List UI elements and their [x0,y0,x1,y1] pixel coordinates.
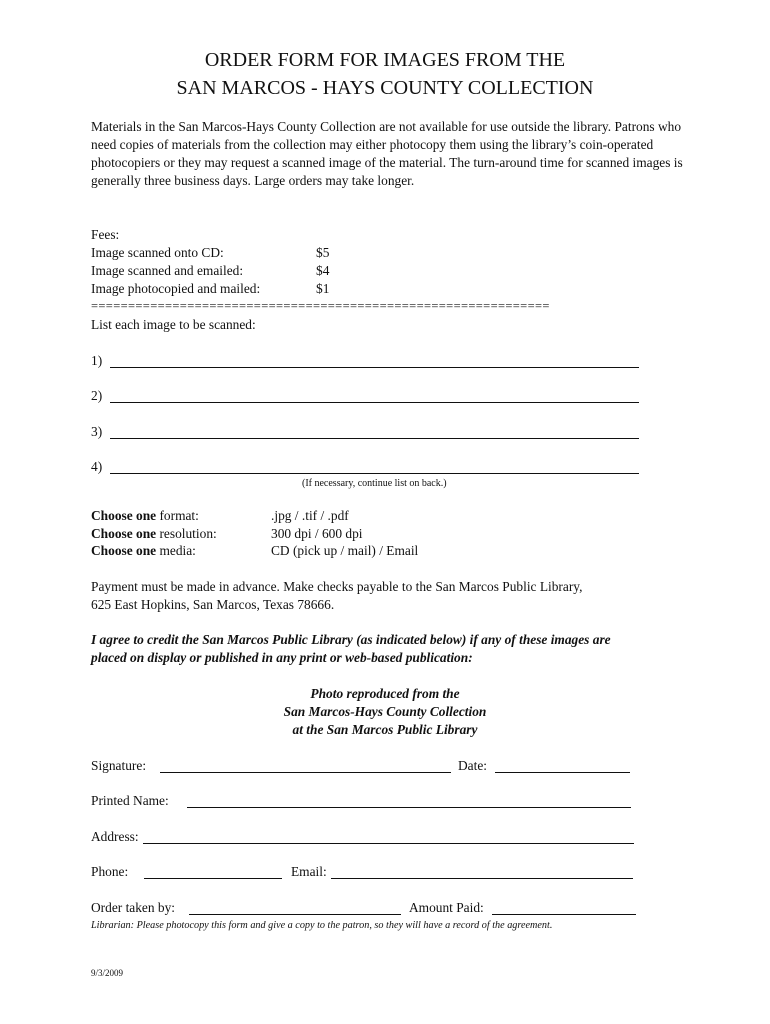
list-line-1[interactable] [110,367,639,368]
list-line-2[interactable] [110,402,639,403]
order-taken-by-field[interactable] [189,914,401,915]
fee-price-email: $4 [316,263,330,278]
choose-resolution-bold: Choose one [91,526,157,541]
fee-label-email: Image scanned and emailed: [91,263,244,278]
choose-resolution-text: resolution: [156,526,217,541]
payment-line-1: Payment must be made in advance. Make checks payable to the San Marcos Public Library, [91,579,583,594]
fee-price-cd: $5 [316,245,330,260]
form-title-line-2: SAN MARCOS - HAYS COUNTY COLLECTION [176,77,594,99]
footer-date: 9/3/2009 [91,968,124,978]
signature-label: Signature: [91,758,147,773]
choose-media-bold: Choose one [91,543,157,558]
choose-format-bold: Choose one [91,508,157,523]
form-title-line-1: ORDER FORM FOR IMAGES FROM THE [204,49,566,71]
address-field[interactable] [143,843,634,844]
librarian-note: Librarian: Please photocopy this form and give a copy to the patron, so they will have a record of the agreement. [91,920,553,931]
order-taken-by-label: Order taken by: [91,900,176,915]
list-line-3[interactable] [110,438,639,439]
list-number-1: 1) [91,353,103,368]
list-number-2: 2) [91,388,103,403]
agreement-line-1: I agree to credit the San Marcos Public Library (as indicated below) if any of these images are [91,632,611,647]
amount-paid-label: Amount Paid: [409,900,484,915]
separator-line: ============================================================== [91,299,550,313]
phone-field[interactable] [144,878,282,879]
phone-label: Phone: [91,864,129,879]
email-label: Email: [291,864,327,879]
credit-line-3: at the San Marcos Public Library [292,722,478,737]
credit-line-2: San Marcos-Hays County Collection [283,704,487,719]
printed-name-label: Printed Name: [91,793,169,808]
amount-paid-field[interactable] [492,914,636,915]
credit-line-1: Photo reproduced from the [310,686,460,701]
list-line-4[interactable] [110,473,639,474]
date-label: Date: [458,758,487,773]
format-options: .jpg / .tif / .pdf [271,508,349,523]
printed-name-field[interactable] [187,807,631,808]
date-field[interactable] [495,772,630,773]
choose-media-label [91,542,196,560]
fee-price-photocopy: $1 [316,281,330,296]
fee-label-cd: Image scanned onto CD: [91,245,224,260]
choose-media-text: media: [156,543,196,558]
email-field[interactable] [331,878,633,879]
address-label: Address: [91,829,139,844]
signature-field[interactable] [160,772,451,773]
intro-paragraph: Materials in the San Marcos-Hays County Collection are not available for use outside the library. Patrons who need copies of materials from the collection may either photocopy them using the library’s coin-operated photocopiers or they may request a scanned image of the material. The turn-around time for scanned images is generally three business days. Large orders may take longer. [91,119,683,188]
payment-line-2: 625 East Hopkins, San Marcos, Texas 78666. [91,597,335,612]
resolution-options: 300 dpi / 600 dpi [271,526,363,541]
choose-format-text: format: [156,508,199,523]
list-number-3: 3) [91,424,103,439]
choose-resolution-label [91,525,217,543]
list-heading: List each image to be scanned: [91,317,256,332]
agreement-line-2: placed on display or published in any print or web-based publication: [91,650,473,665]
choose-format-label [91,507,199,525]
fee-label-photocopy: Image photocopied and mailed: [91,281,261,296]
continue-list-note: (If necessary, continue list on back.) [302,478,447,489]
media-options: CD (pick up / mail) / Email [271,543,419,558]
list-number-4: 4) [91,459,103,474]
fees-heading: Fees: [91,227,120,242]
